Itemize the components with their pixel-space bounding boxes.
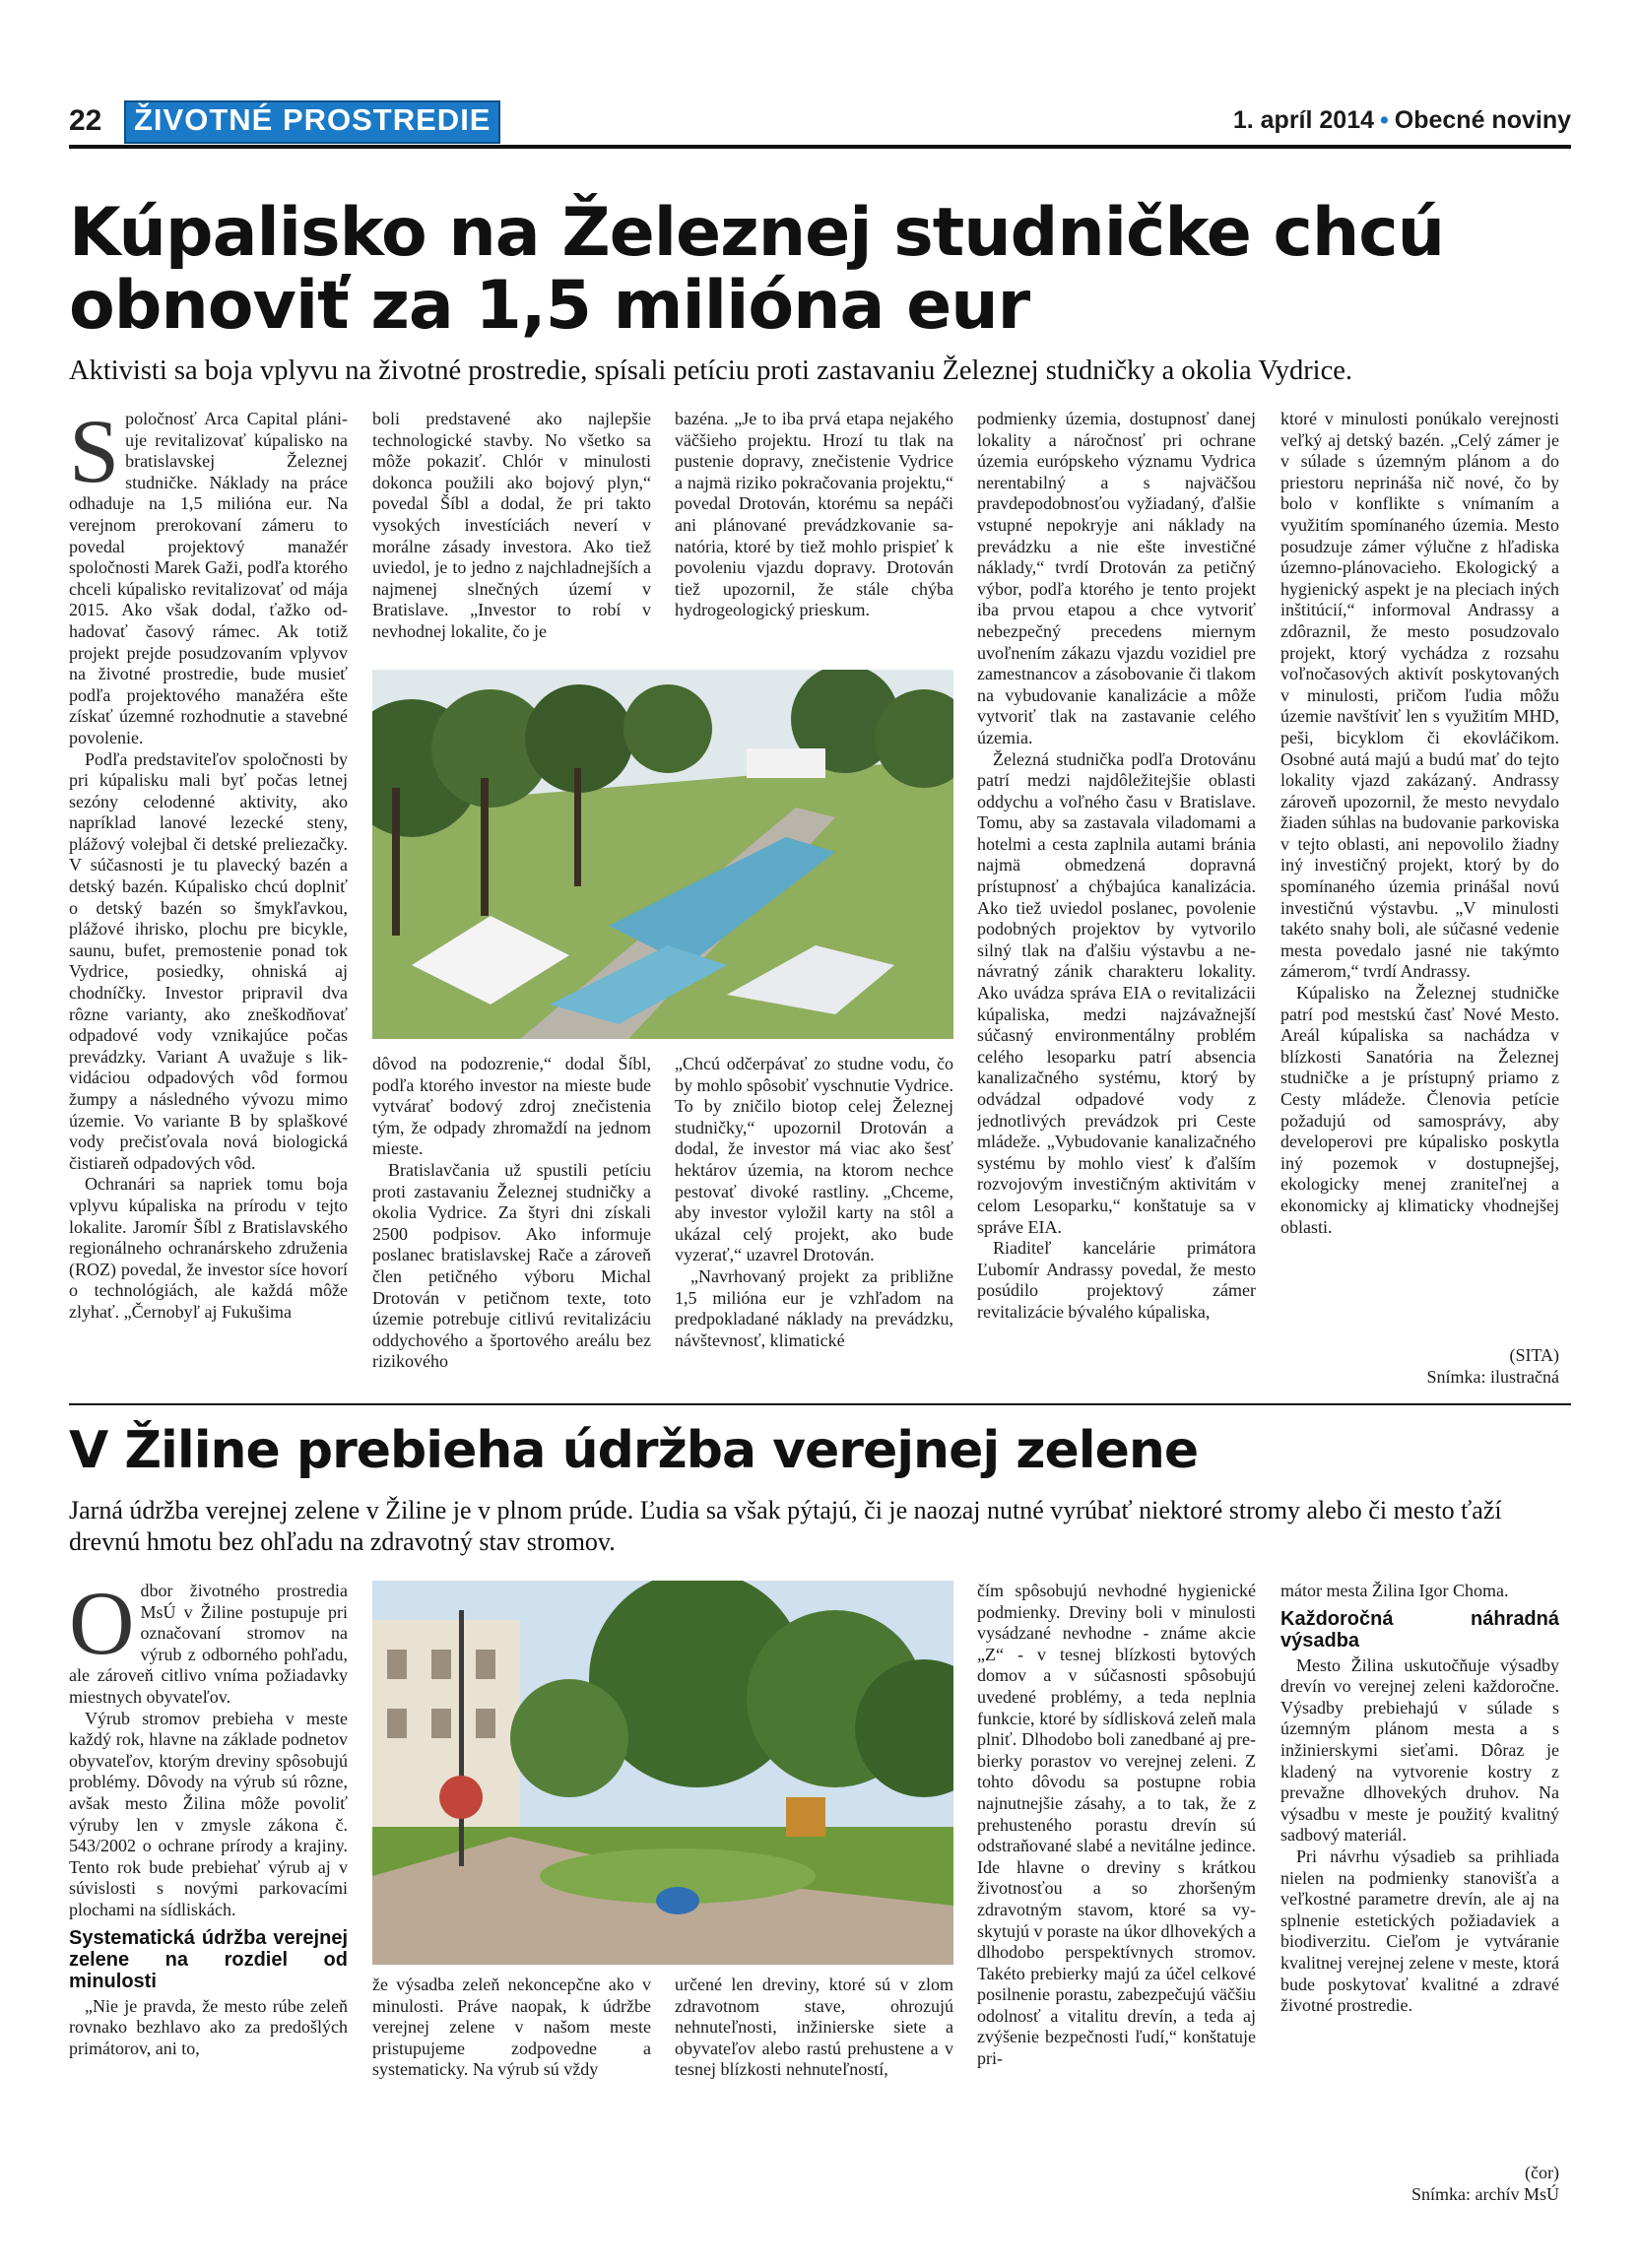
- page-number: 22: [69, 104, 102, 137]
- paragraph: „Nie je pravda, že mesto rúbe zeleň rovnako bezhlavo ako za predošlých primátorov, ani to,: [69, 1995, 348, 2058]
- page-header: [69, 100, 1571, 146]
- paragraph: Výrub stromov prebieha v meste každý rok, hlavne na základe podnetov obyvateľov, ktorým dreviny spôsobujú problémy. Dôvody na výrub sú rôzne, avšak mesto Žilina môže povoliť výruby len v zmysle zákona č. 543/2002 o ochrane prírody a krajiny. Tento rok bude prebiehať výrub aj v súvislosti s novými parkovacími plochami na sídliskách.: [69, 1708, 348, 1919]
- paragraph: „Chcú odčerpávať zo studne vodu, čo by mohlo spôsobiť vyschnutie Vydrice. To by zničilo biotop celej Železnej studničky,“ upozornil Drotován a dodal, že investor má viac ako šesť hektárov územia, na ktorom nechce pestovať divoké rastliny. „Chceme, aby investor vyložil karty na stôl a ukázal celý projekt, ako bude vyzerať,“ uzavrel Drotován.: [675, 1054, 953, 1265]
- date-publication: 1. apríl 2014 • Obecné noviny: [1232, 106, 1571, 134]
- paragraph: „Navrhovaný projekt za približne 1,5 milióna eur je vzhľadom na predpokladané náklady na prevádzku, návštevnosť, klimatické: [675, 1265, 953, 1350]
- article1-headline: [69, 194, 1576, 345]
- dropcap: S: [69, 409, 120, 501]
- header-rule: [69, 145, 1571, 149]
- paragraph: určené len dreviny, ktoré sú v zlom zdravotnom stave, ohrozujú nehnuteľnosti, inžinierske siete a obyvateľov alebo rastú prehustene a v tesnej blízkosti nehnuteľností,: [675, 1975, 953, 2080]
- paragraph: Kúpalisko na Železnej studničke patrí pod mestskú časť Nové Mesto. Areál kúpaliska sa nachádza v blízkosti Sanatória na Železnej studničke a je prístupný priamo z Cesty mládeže. Členovia petície požadujú od samosprávy, aby developerovi pre kúpalisko poskytla iný pozemok v dostupnejšej, ekologicky menej zraniteľnej a ekonomicky aj klimaticky vhodnejšej oblasti.: [1280, 983, 1559, 1237]
- paragraph: Bratislavčania už spustili petíciu proti zastavaniu Železnej studničky a okolia Vydrice. Za štyri dni získali 2500 podpisov. Ako informuje poslanec bratislavskej Rače a zároveň člen petičného výboru Michal Drotován v petičnom texte, toto územie potrebuje citlivú revitalizáciu oddychového a športového areálu bez rizikového: [372, 1159, 651, 1372]
- paragraph: ktoré v minulosti ponúkalo verejnosti veľký aj detský bazén. „Celý zámer je v súlade s územným plánom a do priestoru neprináša nič nové, čo by bolo v konflikte s vnímaním a využitím spomínaného územia. Mesto posudzuje zámer výlučne z hľadiska územno-plánovacieho. Ekologický a hygienický aspekt je na pleciach iných inštitúcií,“ informoval Andrassy a zdôraznil, že mesto posudzovalo projekt, ktorý vychádza z rozsahu voľnočasových aktivít poskytovaných v minulosti, pričom ľudia môžu územie navštíviť len s využitím MHD, peši, bicyklom či ekovláčikom. Osobné autá majú a budú mať do tejto lokality vjazd zakázaný. Andrassy zároveň upozornil, že mesto nevydalo žiaden súhlas na budovanie parkoviska v tejto oblasti, ani nepovolilo žiadny iný investičný projekt, ktorý by do spomínaného územia prinášal novú investičnú výstavbu. „V minulosti takéto snahy boli, ale súčasné vedenie mesta povedalo jasné nie takýmto zámerom,“ tvrdí Andrassy.: [1280, 409, 1559, 982]
- article2-deck: Jarná údržba verejnej zelene v Žiline je v plnom prúde. Ľudia sa však pýtajú, či je naozaj nutné vyrúbať niektoré stromy alebo či mesto ťaží drevnú hmotu bez ohľadu na zdravotný stav stromov.: [69, 1496, 1502, 1556]
- article2-column-2-bottom: [372, 1975, 651, 2211]
- article1-headline-line2: obnoviť za 1,5 milióna eur: [69, 267, 1030, 345]
- source-credit: (čor): [1525, 2163, 1559, 2182]
- pool-rendering-photo: [372, 670, 953, 1039]
- article1-column-1: [69, 409, 348, 1393]
- publication-name: Obecné noviny: [1394, 106, 1571, 134]
- article1-column-2-bottom: [372, 1054, 651, 1393]
- article1-deck: Aktivisti sa boja vplyvu na životné prostredie, spísali petíciu proti zastavaniu Železnej studničky a okolia Vydrice.: [69, 356, 1353, 386]
- article2-column-4: [977, 1581, 1256, 2211]
- article2-column-5: [1280, 1581, 1559, 2142]
- article1-column-4: [977, 409, 1256, 1393]
- paragraph: Podľa predstaviteľov spoločnosti by pri kúpalisku mali byť počas letnej sezóny celodenné aktivity, ako napríklad lanové lezecké steny, plážový volejbal či detské preliezačky. V súčasnosti je tu plavecký bazén a detský bazén. Kúpalisko chcú doplniť o detský bazén so šmykľavkou, plážové ihrisko, plochu pre bicykle, saunu, bufet, premostenie ponad tok Vydrice, posiedky, ohniská aj chodníčky. Investor pripravil dva rôzne varianty, ako zneškodňovať odpadové vody vznikajúce počas prevádzky. Variant A uvažuje s likvidáciou odpadových vôd formou žumpy a následného vývozu mimo územie. Vo variante B by splaškové vody prečisťovala nová biologická čistiareň odpadových vôd.: [69, 748, 348, 1173]
- paragraph: bazéna. „Je to iba prvá etapa nejakého väčšieho projektu. Hrozí tu tlak na pustenie dopravy, znečistenie Vydrice a najmä riziko pokračovania projektu,“ povedal Drotován, ktorému sa nepáči ani plánované prevádzkovanie sanatória, ktoré by tiež mohlo prispieť k povoleniu vjazdu dopravy. Drotován tiež upozornil, že stále chýba hydrogeologický prieskum.: [675, 409, 953, 620]
- park-photo: [372, 1581, 953, 1965]
- paragraph: Pri návrhu výsadieb sa prihliada nielen na podmienky stanovišťa a veľkostné parametre drevín, ale aj na splnenie estetických požiadaviek a biodiverzitu. Cieľom je vytváranie kvalitnej verejnej zelene v meste, ktorá bude poskytovať kvalitné a zdravé životné prostredie.: [1280, 1846, 1559, 2016]
- paragraph: Železná studnička podľa Drotovánu patrí medzi najdôležitejšie oblasti oddychu a voľného času v Bratislave. Tomu, aby sa zastavala viladomami a hotelmi a cesta zaplnila autami bránia najmä obmedzená dopravná prístupnosť a chýbajúca kanalizácia. Ako tiež uviedol poslanec, povolenie podobných projektov by vytvorilo silný tlak na ďalšiu výstavbu a nenávratný zánik charakteru lokality. Ako uvádza správa EIA o revitalizácii kúpaliska, medzi najzávažnejší súčasný environmentálny problém celého lesoparku patrí absencia kanalizačného systému, ktorý by odvádzal odpadové vody z jednotlivých prevádzok pri Ceste mládeže. „Vybudovanie kanalizačného systému by mohlo viesť k ďalším rozvojovým investičným aktivitám v celom Lesoparku,“ konštatuje sa v správe EIA.: [977, 748, 1256, 1237]
- paragraph: podmienky územia, dostupnosť danej lokality a náročnosť pri ochrane územia európskeho významu Vydrica nerentabilný a s najväčšou pravdepodobnosťou vyžiadaný, ďalšie vstupné nepokryje ani náklady na prevádzku a nie ešte investičné náklady,“ tvrdí Drotován za petičný výbor, podľa ktorého je tento projekt iba prvou etapou a chce vytvoriť nebezpečný precedens miernym uvoľnením zákazu vjazdu vozidiel pre zamestnancov a zásobovanie či tlakom na vybudovanie kanalizácie a môže vytvoriť tlak na zastavanie celého územia.: [977, 409, 1256, 747]
- source-credit: (SITA): [1509, 1345, 1559, 1365]
- article2-headline: V Žiline prebieha údržba verejnej zelene: [69, 1421, 1199, 1480]
- article2-credit: [1280, 2162, 1559, 2205]
- paragraph: dôvod na podozrenie,“ dodal Šíbl, podľa ktorého investor na mieste bude vytvárať bodový zdroj znečistenia tým, že odpady zhromaždí na jednom mieste.: [372, 1054, 651, 1159]
- paragraph: poločnosť Arca Capital plániuje revitalizovať kúpalisko na bratislavskej Železnej studničke. Náklady na práce odhaduje na 1,5 milióna eur. Na verejnom prerokovaní zámeru to povedal projektový manažér spoločnosti Marek Gaži, podľa ktorého chceli kúpalisko revitalizovať od mája 2015. Ako však dodal, ťažko odhadovať časový rámec. Ak totiž projekt prejde posudzovaním vplyvov na životné prostredie, bude musieť podľa projektového manažéra ešte získať územné rozhodnutie a stavebné povolenie.: [69, 409, 348, 747]
- paragraph: mátor mesta Žilina Igor Choma.: [1280, 1581, 1509, 1600]
- subheading: Každoročná náhradná výsadba: [1280, 1607, 1559, 1652]
- issue-date: 1. apríl 2014: [1232, 106, 1375, 134]
- article1-headline-line1: Kúpalisko na Železnej studničke chcú: [69, 194, 1444, 272]
- article-separator: [69, 1403, 1571, 1405]
- photo-credit: Snímka: ilustračná: [1426, 1367, 1559, 1387]
- article2-column-1: [69, 1581, 348, 2211]
- paragraph: Ochranári sa napriek tomu boja vplyvu kúpaliska na prírodu v tejto lokalite. Jaromír Šíbl z Bratislavského regionálneho ochranárskeho združenia (ROZ) povedal, že investor síce hovorí o technológiách, ale každá môže zlyhať. „Černobyľ aj Fukušima: [69, 1174, 348, 1322]
- article1-column-2-top: [372, 409, 651, 665]
- dropcap: O: [69, 1581, 135, 1673]
- paragraph: dbor životného prostredia MsÚ v Žiline postupuje pri označovaní stromov na výrub z odborného pohľadu, ale zároveň citlivo vníma požiadavky miestnych obyvateľov.: [69, 1581, 348, 1707]
- article1-credit: [1280, 1344, 1559, 1388]
- paragraph: Mesto Žilina uskutočňuje výsadby drevín vo verejnej zeleni každoročne. Výsadby prebiehajú v súlade s územným plánom mesta a s inžinierskymi sieťami. Dôraz je kladený na vytvorenie kostry z prevažne dlhovekých druhov. Na výsadbu v meste je použitý kvalitný sadbový materiál.: [1280, 1654, 1559, 1846]
- article1-column-5: [1280, 409, 1559, 1325]
- section-label: ŽIVOTNÉ PROSTREDIE: [124, 100, 500, 144]
- article1-column-3-bottom: [675, 1054, 953, 1393]
- paragraph: boli predstavené ako najlepšie technologické stavby. No všetko sa môže pokaziť. Chlór v minulosti dokonca použili ako bojový plyn,“ povedal Šíbl a dodal, že pri takto vysokých investíciách neverí v morálne zásady investora. Ako tiež uviedol, je to jedno z najchladnejších a najmenej slnečných území v Bratislave. „Investor to robí v nevhodnej lokalite, čo je: [372, 409, 651, 641]
- article2-column-3-bottom: [675, 1975, 953, 2211]
- article1-column-3-top: [675, 409, 953, 665]
- paragraph: Riaditeľ kancelárie primátora Ľubomír Andrassy povedal, že mesto posúdilo projektový zámer revitalizácie bývalého kúpaliska,: [977, 1238, 1256, 1322]
- photo-credit: Snímka: archív MsÚ: [1411, 2184, 1559, 2204]
- paragraph: že výsadba zeleň nekoncepčne ako v minulosti. Práve naopak, k údržbe verejnej zelene v našom meste pristupujeme zodpovedne a systematicky. Na výrub sú vždy: [372, 1975, 651, 2080]
- subheading: Systematická údržba verejnej zelene na rozdiel od minulosti: [69, 1926, 348, 1992]
- paragraph: čím spôsobujú nevhodné hygienické podmienky. Dreviny boli v minulosti vysádzané nevhodne - známe akcie „Z“ - v tesnej blízkosti bytových domov a v súčasnosti spôsobujú uvedené problémy, a teda neplnia funkcie, ktoré by sídlisková zeleň mala plniť. Dlhodobo boli zanedbané aj prebierky porastov vo verejnej zeleni. Z tohto dôvodu sa postupne robia najnutnejšie zásahy, a to tak, že z prehusteného porastu drevín sú odstraňované slabé a nevitálne jedince. Ide hlavne o dreviny s krátkou životnosťou a so zhoršeným zdravotným stavom, ktoré sa vyskytujú v poraste na úkor dlhovekých a dlhodobo perspektívnych stromov. Takéto prebierky majú za účel celkové posilnenie porastu, zabezpečujú väčšiu odolnosť a vitalitu drevín, a teda aj zvýšenie bezpečnosti ľudí,“ konštatuje pri-: [977, 1581, 1256, 2069]
